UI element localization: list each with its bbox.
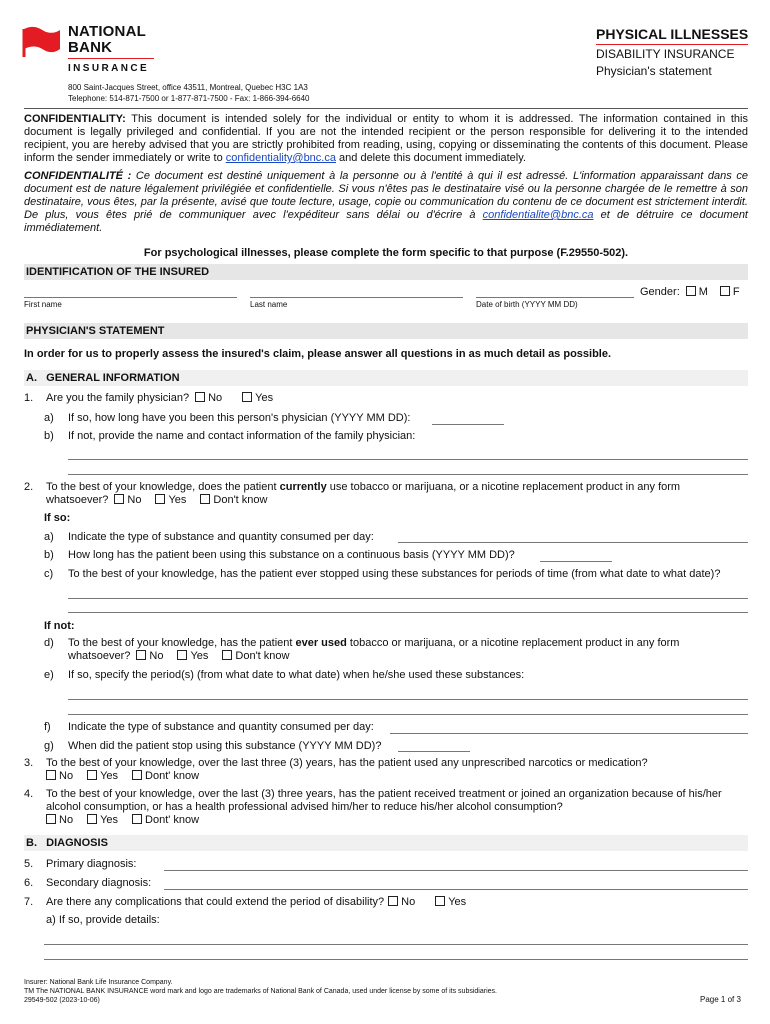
secondary-diagnosis-input[interactable] xyxy=(164,889,748,890)
q2c-input-line-1[interactable] xyxy=(68,598,748,599)
psych-note: For psychological illnesses, please complete the form specific to that purpose (F.29550-502). xyxy=(143,247,629,259)
dob-input[interactable] xyxy=(476,297,634,298)
confidentiality-fr: CONFIDENTIALITÉ : Ce document est destiné uniquement à la personne ou à l'entité à qui il est adressé. L'information apparaissant dans ce document est de nature légalement privilégiée et confidentielle. Si vous n'êtes pas le destinataire visé ou la personne chargée de le remettre à son destinataire, vous êtes, par la présente, avisé que toute lecture, usage, copie ou communication du contenu de ce document est strictement interdit. De plus, vous êtes prié de communiquer avec l'expéditeur sans délai ou d'écrire à confidentialite@bnc.ca et de détruire ce document immédiatement. xyxy=(24,170,748,234)
q2e-input-line-2[interactable] xyxy=(68,714,748,715)
address-block xyxy=(68,82,310,104)
q7-yes-checkbox[interactable] xyxy=(435,896,445,906)
address: 800 Saint-Jacques Street, office 43511, Montreal, Quebec H3C 1A3 xyxy=(68,83,308,92)
q2d-dont-know-checkbox[interactable] xyxy=(222,650,232,660)
footer-form-code: 29549-502 (2023-10-06) xyxy=(24,997,100,1004)
physician-heading: PHYSICIAN'S STATEMENT xyxy=(24,323,748,339)
q3-no-checkbox[interactable] xyxy=(46,770,56,780)
first-name-input[interactable] xyxy=(24,297,237,298)
confidentiality-email-link[interactable]: confidentiality@bnc.ca xyxy=(225,152,336,164)
section-a-heading: A. GENERAL INFORMATION xyxy=(24,370,748,386)
brand-insurance: INSURANCE xyxy=(68,63,150,74)
q2d-no-checkbox[interactable] xyxy=(136,650,146,660)
if-so-label: If so: xyxy=(44,512,71,524)
form-subtitle: DISABILITY INSURANCE xyxy=(596,47,735,61)
first-name-label: First name xyxy=(24,300,62,309)
form-title: PHYSICAL ILLNESSES xyxy=(596,26,749,42)
confidentialite-email-link[interactable]: confidentialite@bnc.ca xyxy=(482,209,594,221)
gender-f-checkbox[interactable] xyxy=(720,286,730,296)
q2d-yes-checkbox[interactable] xyxy=(177,650,187,660)
q2c-input-line-2[interactable] xyxy=(68,612,748,613)
form-title-block xyxy=(596,26,748,78)
q3-dont-know-checkbox[interactable] xyxy=(132,770,142,780)
page-number: Page 1 of 3 xyxy=(700,995,741,1004)
national-bank-logo-flag xyxy=(22,23,62,57)
q2f-input[interactable] xyxy=(390,733,748,734)
if-not-label: If not: xyxy=(44,620,75,632)
q2-no-checkbox[interactable] xyxy=(114,494,124,504)
q7a-input-line-2[interactable] xyxy=(44,959,748,960)
q2-dont-know-checkbox[interactable] xyxy=(200,494,210,504)
identification-heading: IDENTIFICATION OF THE INSURED xyxy=(24,264,748,280)
q4-yes-checkbox[interactable] xyxy=(87,814,97,824)
brand-rule xyxy=(68,58,154,59)
divider xyxy=(24,108,748,109)
primary-diagnosis-input[interactable] xyxy=(164,870,748,871)
footer xyxy=(24,978,497,1005)
q4-no-checkbox[interactable] xyxy=(46,814,56,824)
gender-field: Gender: M F xyxy=(640,286,740,298)
q3-yes-checkbox[interactable] xyxy=(87,770,97,780)
q4-dont-know-checkbox[interactable] xyxy=(132,814,142,824)
physician-intro: In order for us to properly assess the insured's claim, please answer all questions in as much detail as possible. xyxy=(24,348,612,360)
q1b-input-line-2[interactable] xyxy=(68,474,748,475)
q7a-input-line-1[interactable] xyxy=(44,944,748,945)
footer-trademark: TM The NATIONAL BANK INSURANCE word mark and logo are trademarks of National Bank of Canada, used under license by some of its subsidiaries. xyxy=(24,988,497,995)
section-b-heading: B. DIAGNOSIS xyxy=(24,835,748,851)
question-7a: a) If so, provide details: xyxy=(46,914,160,926)
q2e-input-line-1[interactable] xyxy=(68,699,748,700)
brand-name: NATIONAL BANK xyxy=(68,23,146,56)
q1a-input[interactable] xyxy=(432,424,504,425)
q1-yes-checkbox[interactable] xyxy=(242,392,252,402)
q2g-input[interactable] xyxy=(398,751,470,752)
title-rule xyxy=(596,44,748,45)
confidentiality-en: CONFIDENTIALITY: This document is intended solely for the individual or entity to whom it is addressed. The information contained in this document is legally privileged and confidential. If you are not the intended recipient or the person responsible for delivering it to the intended recipient, you are hereby advised that you are strictly prohibited from reading, using, copying or disseminating the contents of this document. Please inform the sender immediately or write to confidentiality@bnc.ca and delete this document immediately. xyxy=(24,113,748,164)
last-name-label: Last name xyxy=(250,300,288,309)
form-subtitle-2: Physician's statement xyxy=(596,64,712,78)
q2a-input[interactable] xyxy=(398,542,748,543)
q1-no-checkbox[interactable] xyxy=(195,392,205,402)
gender-m-checkbox[interactable] xyxy=(686,286,696,296)
dob-label: Date of birth (YYYY MM DD) xyxy=(476,300,578,309)
last-name-input[interactable] xyxy=(250,297,463,298)
q2-yes-checkbox[interactable] xyxy=(155,494,165,504)
q7-no-checkbox[interactable] xyxy=(388,896,398,906)
footer-insurer: Insurer: National Bank Life Insurance Company. xyxy=(24,979,173,986)
q1b-input-line-1[interactable] xyxy=(68,459,748,460)
q2b-input[interactable] xyxy=(540,561,612,562)
phone: Telephone: 514-871-7500 or 1-877-871-7500 - Fax: 1-866-394-6640 xyxy=(68,94,310,103)
